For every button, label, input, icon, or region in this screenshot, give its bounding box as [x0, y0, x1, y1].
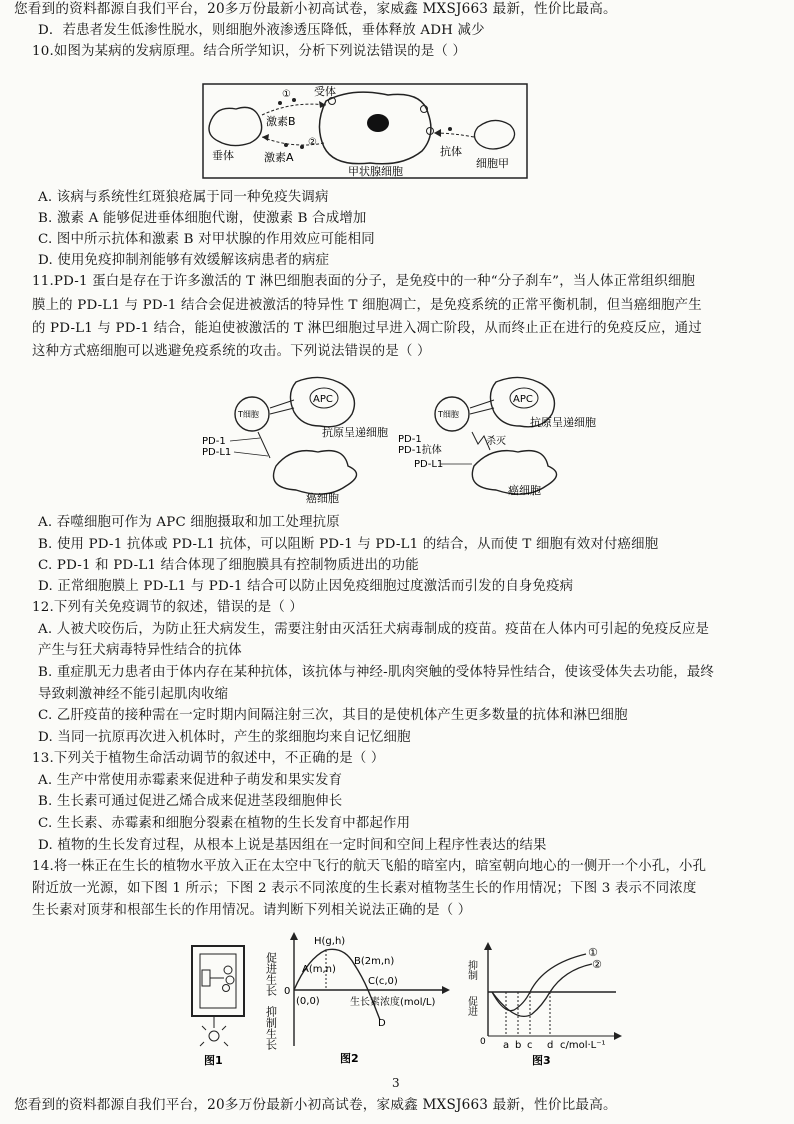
fig3-x-label: c/mol·L⁻¹ [560, 1040, 606, 1051]
hormone-b-label: 激素B [266, 115, 296, 128]
fig3-zero: 0 [480, 1037, 486, 1047]
fig3-y-up: 抑制 [465, 960, 477, 980]
q13-stem: 13.下列关于植物生命活动调节的叙述中，不正确的是（ ） [32, 751, 385, 766]
pd1-label-right: PD-1 [398, 434, 422, 445]
fig2-point-c: C(c,0) [368, 976, 398, 987]
q11-stem-line-2: 膜上的 PD-L1 与 PD-1 结合会促进被激活的特异性 T 细胞凋亡，是免疫系统的正常平衡机制，但当癌细胞产生 [32, 298, 702, 313]
fig2-point-d: D [378, 1018, 386, 1029]
fig2-y-up: 促进生长 [264, 952, 278, 996]
fig2-x-label: 生长素浓度(mol/L) [350, 997, 436, 1008]
receptor-label: 受体 [314, 85, 336, 98]
q10-option-b: B. 激素 A 能够促进垂体细胞代谢，使激素 B 合成增加 [38, 211, 367, 226]
q9-option-d: D．若患者发生低渗性脱水，则细胞外液渗透压降低，垂体释放 ADH 减少 [38, 23, 485, 38]
apc-name-right: 抗原呈递细胞 [530, 416, 596, 429]
fig3-tick-b: b [515, 1040, 522, 1051]
q11-stem-line-1: 11.PD-1 蛋白是存在于许多激活的 T 淋巴细胞表面的分子，是免疫中的一种“分子刹车”，当人体正常组织细胞 [32, 274, 696, 289]
pd1-antibody-label: PD-1抗体 [398, 445, 442, 456]
fig3-curve-1: ① [588, 946, 598, 959]
q12-line-6: D. 当同一抗原再次进入机体时，产生的浆细胞均来自记忆细胞 [38, 730, 411, 745]
cancer-cell-label-left: 癌细胞 [306, 492, 339, 505]
q12-line-1: A. 人被犬咬伤后，为防止狂犬病发生，需要注射由灭活狂犬病毒制成的疫苗。疫苗在人体内可引起的免疫反应是 [38, 622, 710, 637]
q10-option-c: C. 图中所示抗体和激素 B 对甲状腺的作用效应可能相同 [38, 232, 375, 247]
bottom-banner: 您看到的资料都源自我们平台，20多万份最新小初高试卷，家威鑫 MXSJ663 最新，性价比最高。 [14, 1097, 617, 1113]
fig2-y-down: 抑制生长 [264, 1006, 278, 1050]
step1-label: ① [282, 89, 291, 100]
cell-jia-label: 细胞甲 [476, 157, 509, 170]
fig2-point-b: B(2m,n) [354, 956, 395, 967]
q11-stem-line-4: 这种方式癌细胞可以逃避免疫系统的攻击。下列说法错误的是（ ） [32, 344, 431, 359]
q14-figure-3 [465, 940, 630, 1070]
q13-option-a: A. 生产中常使用赤霉素来促进种子萌发和果实发育 [38, 773, 343, 788]
cancer-cell-label-right: 癌细胞 [508, 484, 541, 497]
q14-figure-2 [264, 928, 458, 1068]
step2-label: ② [308, 137, 317, 148]
fig3-tick-a: a [503, 1040, 510, 1051]
q12-line-5: C. 乙肝疫苗的接种需在一定时期内间隔注射三次，其目的是使机体产生更多数量的抗体和淋巴细胞 [38, 708, 628, 723]
apc-label-right: APC [513, 394, 533, 405]
q14-stem-line-1: 14.将一株正在生长的植物水平放入正在太空中飞行的航天飞船的暗室内，暗室朝向地心的一侧开一个小孔，小孔 [32, 859, 707, 874]
hormone-a-label: 激素A [264, 151, 294, 164]
q10-stem: 10.如图为某病的发病原理。结合所学知识，分析下列说法错误的是（ ） [32, 44, 467, 59]
q12-stem: 12.下列有关免疫调节的叙述，错误的是（ ） [32, 600, 303, 615]
q11-option-b: B. 使用 PD-1 抗体或 PD-L1 抗体，可以阻断 PD-1 与 PD-L1 的结合，从而使 T 细胞有效对付癌细胞 [38, 537, 659, 552]
q11-option-d: D. 正常细胞膜上 PD-L1 与 PD-1 结合可以防止因免疫细胞过度激活而引发的自身免疫病 [38, 579, 574, 594]
q14-figure-1 [180, 938, 262, 1068]
t-cell-label-left: T细胞 [238, 410, 259, 419]
fig1-caption: 图1 [204, 1054, 223, 1067]
q14-stem-line-3: 生长素对顶芽和根部生长的作用情况。请判断下列相关说法正确的是（ ） [32, 903, 472, 918]
q12-line-2: 产生与狂犬病毒特异性结合的抗体 [38, 643, 242, 658]
q13-option-b: B. 生长素可通过促进乙烯合成来促进茎段细胞伸长 [38, 794, 343, 809]
fig3-y-down: 促进 [465, 996, 477, 1016]
q13-option-c: C. 生长素、赤霉素和细胞分裂素在植物的生长发育中都起作用 [38, 816, 411, 831]
q14-stem-line-2: 附近放一光源，如下图 1 所示；下图 2 表示不同浓度的生长素对植物茎生长的作用情况；下图 3 表示不同浓度 [32, 881, 697, 896]
apc-label-left: APC [313, 394, 333, 405]
fig3-curve-2: ② [592, 958, 602, 971]
page-number: 3 [392, 1076, 400, 1090]
q12-line-3: B. 重症肌无力患者由于体内存在某种抗体，该抗体与神经-肌肉突触的受体特异性结合，使该受体失去功能，最终 [38, 665, 715, 680]
fig3-tick-d: d [547, 1040, 554, 1051]
fig2-caption: 图2 [340, 1052, 359, 1065]
q11-option-a: A. 吞噬细胞可作为 APC 细胞摄取和加工处理抗原 [38, 515, 340, 530]
q10-figure [202, 83, 528, 179]
q12-line-4: 导致刺激神经不能引起肌肉收缩 [38, 687, 229, 702]
fig2-point-h: H(g,h) [314, 936, 346, 947]
apc-name-left: 抗原呈递细胞 [322, 426, 388, 439]
pdl1-label-left: PD-L1 [202, 447, 232, 458]
q10-option-d: D. 使用免疫抑制剂能够有效缓解该病患者的病症 [38, 253, 330, 268]
fig2-point-a: A(m,n) [302, 964, 336, 975]
thyroid-label: 甲状腺细胞 [348, 165, 403, 178]
pdl1-label-right: PD-L1 [414, 459, 444, 470]
t-cell-label-right: T细胞 [438, 410, 459, 419]
q11-stem-line-3: 的 PD-L1 与 PD-1 结合，能迫使被激活的 T 淋巴细胞过早进入凋亡阶段，从而终止正在进行的免疫反应，通过 [32, 321, 702, 336]
q11-figure [196, 370, 616, 504]
pituitary-label: 垂体 [212, 149, 234, 162]
kill-label: 杀灭 [486, 436, 506, 447]
antibody-label: 抗体 [440, 145, 462, 158]
fig3-caption: 图3 [532, 1054, 551, 1067]
fig2-zero: 0 [284, 986, 291, 997]
pd1-label-left: PD-1 [202, 436, 226, 447]
q10-option-a: A. 该病与系统性红斑狼疮属于同一种免疫失调病 [38, 190, 329, 205]
q13-option-d: D. 植物的生长发育过程，从根本上说是基因组在一定时间和空间上程序性表达的结果 [38, 838, 547, 853]
q11-option-c: C. PD-1 和 PD-L1 结合体现了细胞膜具有控制物质进出的功能 [38, 558, 419, 573]
fig3-tick-c: c [527, 1040, 533, 1051]
fig2-origin: (0,0) [296, 996, 320, 1007]
top-banner: 您看到的资料都源自我们平台，20多万份最新小初高试卷，家威鑫 MXSJ663 最新，性价比最高。 [14, 1, 617, 17]
